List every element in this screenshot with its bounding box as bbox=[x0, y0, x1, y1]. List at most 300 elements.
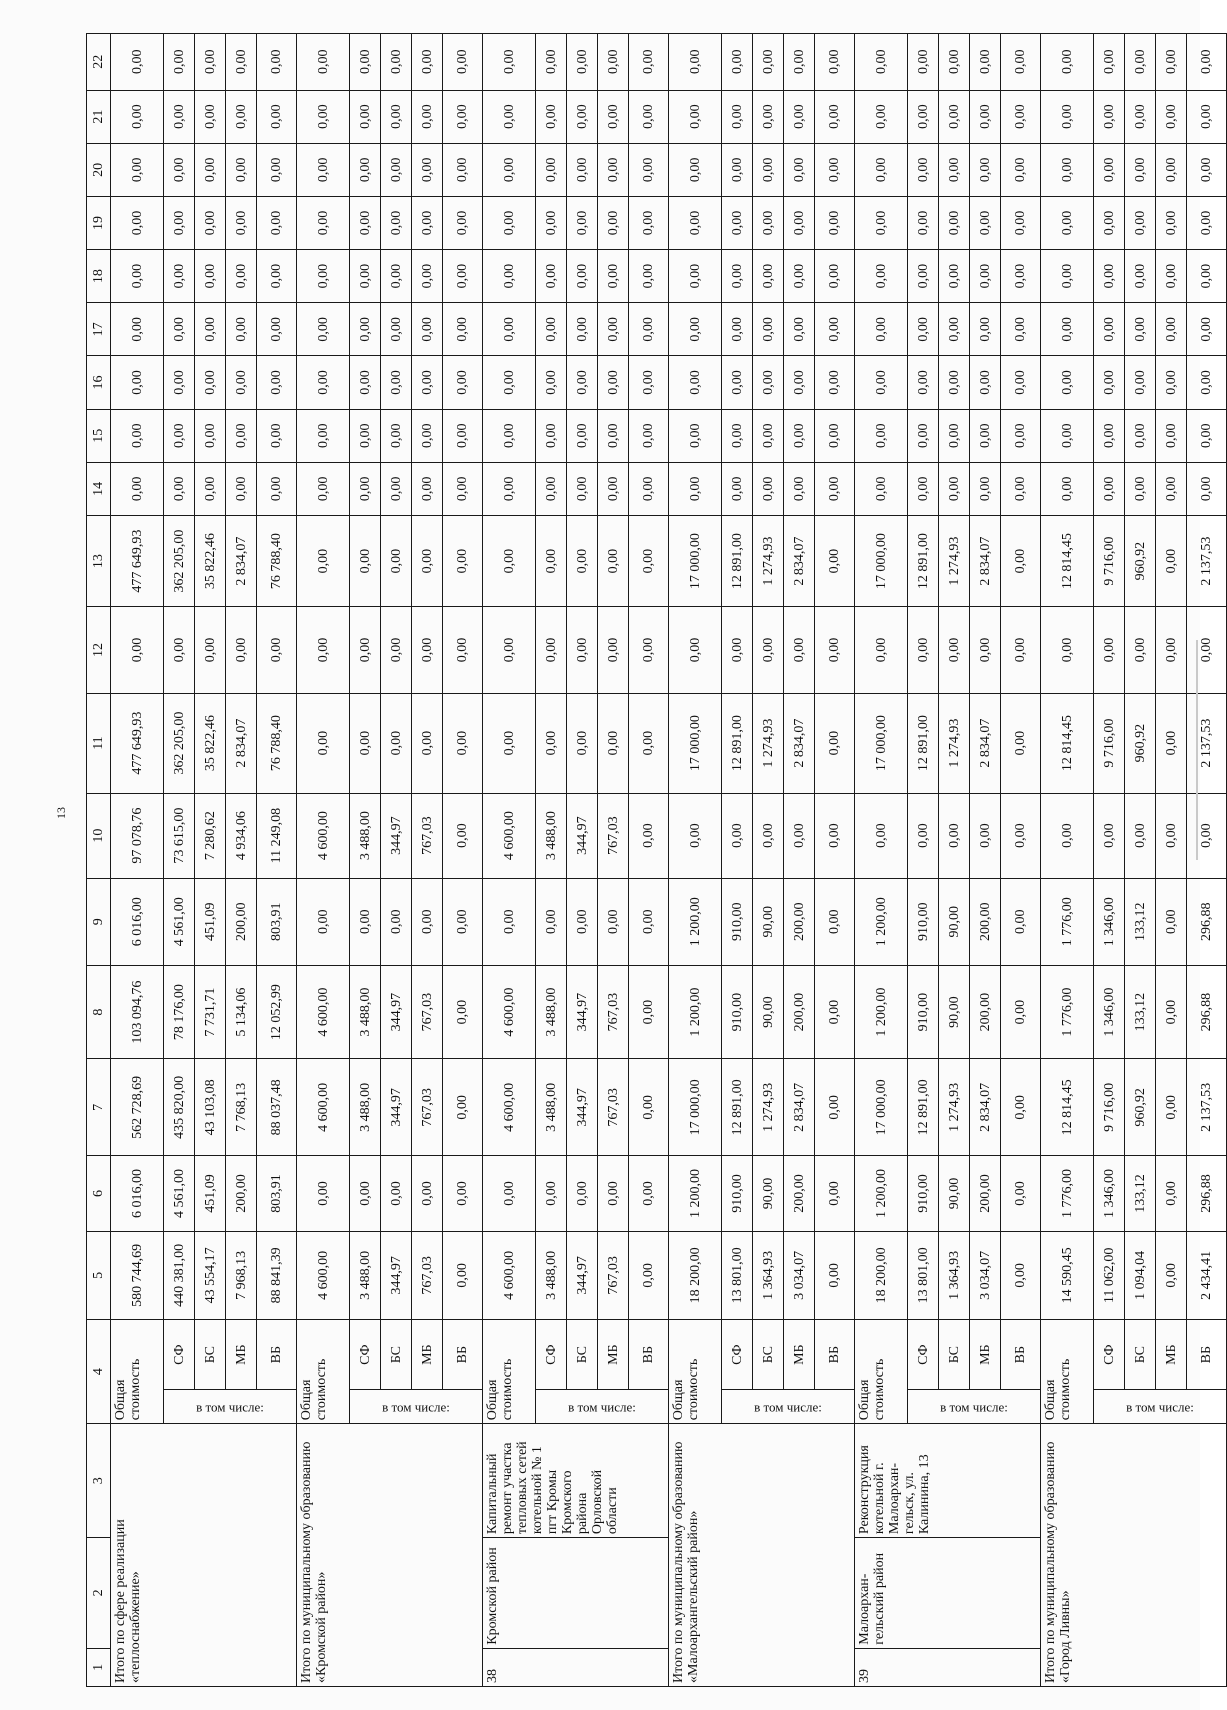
value-cell: 0,00 bbox=[815, 515, 855, 606]
value-cell: 0,00 bbox=[483, 196, 536, 249]
value-cell: 4 600,00 bbox=[297, 965, 350, 1059]
value-cell: 0,00 bbox=[722, 303, 753, 356]
value-cell: 344,97 bbox=[381, 965, 412, 1059]
value-cell: 296,88 bbox=[1187, 1156, 1227, 1232]
value-cell: 200,00 bbox=[970, 878, 1001, 965]
value-cell: 477 649,93 bbox=[111, 693, 164, 793]
value-cell: 344,97 bbox=[381, 1059, 412, 1156]
table-row bbox=[297, 34, 350, 1687]
column-number-header: 5 bbox=[87, 1231, 111, 1319]
value-cell: 0,00 bbox=[536, 250, 567, 303]
value-cell: 0,00 bbox=[815, 143, 855, 196]
funding-source-cell: СФ bbox=[350, 1320, 381, 1390]
value-cell: 3 488,00 bbox=[536, 965, 567, 1059]
value-cell: 4 600,00 bbox=[297, 1059, 350, 1156]
value-cell: 0,00 bbox=[111, 196, 164, 249]
table-row bbox=[855, 34, 908, 1687]
value-cell: 43 103,08 bbox=[195, 1059, 226, 1156]
value-cell: 0,00 bbox=[111, 143, 164, 196]
value-cell: 0,00 bbox=[443, 462, 483, 515]
value-cell: 435 820,00 bbox=[164, 1059, 195, 1156]
value-cell: 0,00 bbox=[567, 1156, 598, 1232]
funding-source-cell: БС bbox=[567, 1320, 598, 1390]
value-cell: 0,00 bbox=[815, 90, 855, 143]
value-cell: 0,00 bbox=[1125, 90, 1156, 143]
value-cell: 0,00 bbox=[412, 143, 443, 196]
value-cell: 0,00 bbox=[195, 250, 226, 303]
funding-source-cell: МБ bbox=[598, 1320, 629, 1390]
value-cell: 0,00 bbox=[598, 250, 629, 303]
value-cell: 0,00 bbox=[412, 409, 443, 462]
value-cell: 0,00 bbox=[297, 515, 350, 606]
value-cell: 3 488,00 bbox=[350, 1231, 381, 1319]
value-cell: 0,00 bbox=[970, 462, 1001, 515]
value-cell: 0,00 bbox=[1187, 356, 1227, 409]
value-cell: 90,00 bbox=[939, 878, 970, 965]
value-cell: 910,00 bbox=[722, 965, 753, 1059]
value-cell: 0,00 bbox=[1125, 793, 1156, 878]
value-cell: 0,00 bbox=[784, 196, 815, 249]
value-cell: 0,00 bbox=[598, 878, 629, 965]
value-cell: 0,00 bbox=[1094, 196, 1125, 249]
value-cell: 0,00 bbox=[350, 250, 381, 303]
value-cell: 0,00 bbox=[381, 34, 412, 91]
value-cell: 0,00 bbox=[908, 143, 939, 196]
value-cell: 0,00 bbox=[669, 462, 722, 515]
value-cell: 0,00 bbox=[567, 693, 598, 793]
value-cell: 0,00 bbox=[111, 90, 164, 143]
value-cell: 0,00 bbox=[297, 303, 350, 356]
value-cell: 0,00 bbox=[195, 607, 226, 693]
value-cell: 0,00 bbox=[629, 90, 669, 143]
value-cell: 3 488,00 bbox=[350, 1059, 381, 1156]
value-cell: 0,00 bbox=[1041, 793, 1094, 878]
value-cell: 12 814,45 bbox=[1041, 1059, 1094, 1156]
value-cell: 0,00 bbox=[483, 34, 536, 91]
value-cell: 0,00 bbox=[483, 462, 536, 515]
value-cell: 0,00 bbox=[226, 409, 257, 462]
value-cell: 0,00 bbox=[753, 143, 784, 196]
value-cell: 1 200,00 bbox=[855, 965, 908, 1059]
column-number-header: 21 bbox=[87, 90, 111, 143]
value-cell: 0,00 bbox=[483, 693, 536, 793]
value-cell: 103 094,76 bbox=[111, 965, 164, 1059]
value-cell: 362 205,00 bbox=[164, 515, 195, 606]
value-cell: 4 934,06 bbox=[226, 793, 257, 878]
value-cell: 1 200,00 bbox=[669, 1156, 722, 1232]
funding-source-cell: ВБ bbox=[1001, 1320, 1041, 1390]
value-cell: 0,00 bbox=[939, 607, 970, 693]
value-cell: 0,00 bbox=[536, 607, 567, 693]
group-label-cell bbox=[1094, 1390, 1227, 1424]
value-cell: 0,00 bbox=[669, 303, 722, 356]
value-cell: 910,00 bbox=[908, 1156, 939, 1232]
value-cell: 0,00 bbox=[164, 303, 195, 356]
value-cell: 200,00 bbox=[784, 878, 815, 965]
value-cell: 0,00 bbox=[722, 250, 753, 303]
value-cell: 451,09 bbox=[195, 878, 226, 965]
value-cell: 0,00 bbox=[536, 34, 567, 91]
funding-source-cell: ВБ bbox=[815, 1320, 855, 1390]
column-number-header: 9 bbox=[87, 878, 111, 965]
value-cell: 0,00 bbox=[939, 34, 970, 91]
funding-source-cell: МБ bbox=[226, 1320, 257, 1390]
value-cell: 0,00 bbox=[381, 356, 412, 409]
value-cell: 0,00 bbox=[1041, 34, 1094, 91]
value-cell: 0,00 bbox=[483, 303, 536, 356]
value-cell: 0,00 bbox=[483, 90, 536, 143]
value-cell: 0,00 bbox=[1001, 90, 1041, 143]
value-cell: 5 134,06 bbox=[226, 965, 257, 1059]
value-cell: 0,00 bbox=[1001, 515, 1041, 606]
value-cell: 0,00 bbox=[1001, 878, 1041, 965]
value-cell: 0,00 bbox=[1001, 1059, 1041, 1156]
value-cell: 0,00 bbox=[443, 143, 483, 196]
value-cell: 0,00 bbox=[1041, 607, 1094, 693]
column-number-header: 7 bbox=[87, 1059, 111, 1156]
value-cell: 0,00 bbox=[970, 409, 1001, 462]
value-cell: 4 561,00 bbox=[164, 878, 195, 965]
row-description-cell: 38 bbox=[483, 1648, 669, 1686]
value-cell: 0,00 bbox=[164, 462, 195, 515]
value-cell: 0,00 bbox=[1125, 462, 1156, 515]
value-cell: 0,00 bbox=[1125, 607, 1156, 693]
value-cell: 0,00 bbox=[855, 462, 908, 515]
value-cell: 0,00 bbox=[381, 878, 412, 965]
value-cell: 3 488,00 bbox=[536, 793, 567, 878]
value-cell: 7 968,13 bbox=[226, 1231, 257, 1319]
value-cell: 0,00 bbox=[669, 90, 722, 143]
value-cell: 0,00 bbox=[753, 409, 784, 462]
value-cell: 0,00 bbox=[483, 515, 536, 606]
value-cell: 296,88 bbox=[1187, 878, 1227, 965]
funding-source-cell: СФ bbox=[1094, 1320, 1125, 1390]
value-cell: 0,00 bbox=[483, 607, 536, 693]
value-cell: 0,00 bbox=[567, 90, 598, 143]
value-cell: 803,91 bbox=[257, 878, 297, 965]
column-number-header: 2 bbox=[87, 1538, 111, 1649]
value-cell: 0,00 bbox=[297, 607, 350, 693]
value-cell: 7 280,62 bbox=[195, 793, 226, 878]
value-cell: 0,00 bbox=[111, 250, 164, 303]
column-number-header: 18 bbox=[87, 250, 111, 303]
value-cell: 910,00 bbox=[722, 878, 753, 965]
value-cell: 0,00 bbox=[722, 793, 753, 878]
value-cell: 0,00 bbox=[1001, 1231, 1041, 1319]
value-cell: 0,00 bbox=[257, 34, 297, 91]
funding-source-cell: ВБ bbox=[629, 1320, 669, 1390]
value-cell: 3 488,00 bbox=[350, 793, 381, 878]
value-cell: 0,00 bbox=[598, 515, 629, 606]
value-cell: 0,00 bbox=[257, 303, 297, 356]
row-description-cell: Малоархан-гельский район bbox=[855, 1538, 1041, 1649]
value-cell: 767,03 bbox=[412, 1231, 443, 1319]
value-cell: 0,00 bbox=[815, 1231, 855, 1319]
value-cell: 3 488,00 bbox=[536, 1231, 567, 1319]
value-cell: 0,00 bbox=[297, 409, 350, 462]
value-cell: 0,00 bbox=[536, 878, 567, 965]
value-cell: 1 346,00 bbox=[1094, 878, 1125, 965]
value-cell: 960,92 bbox=[1125, 693, 1156, 793]
value-cell: 0,00 bbox=[226, 34, 257, 91]
value-cell: 0,00 bbox=[195, 143, 226, 196]
value-cell: 0,00 bbox=[939, 196, 970, 249]
value-cell: 0,00 bbox=[350, 90, 381, 143]
value-cell: 0,00 bbox=[297, 34, 350, 91]
value-cell: 0,00 bbox=[784, 793, 815, 878]
row-description-cell: Итого по сфере реализации «теплоснабжение» bbox=[111, 1424, 297, 1687]
value-cell: 0,00 bbox=[1156, 693, 1187, 793]
value-cell: 0,00 bbox=[350, 1156, 381, 1232]
value-cell: 0,00 bbox=[1094, 303, 1125, 356]
value-cell: 0,00 bbox=[297, 90, 350, 143]
value-cell: 0,00 bbox=[567, 878, 598, 965]
value-cell: 344,97 bbox=[567, 793, 598, 878]
value-cell: 1 274,93 bbox=[753, 515, 784, 606]
value-cell: 6 016,00 bbox=[111, 878, 164, 965]
value-cell: 4 561,00 bbox=[164, 1156, 195, 1232]
value-cell: 0,00 bbox=[1001, 409, 1041, 462]
value-cell: 0,00 bbox=[815, 1156, 855, 1232]
value-cell: 0,00 bbox=[536, 143, 567, 196]
value-cell: 0,00 bbox=[164, 34, 195, 91]
value-cell: 0,00 bbox=[257, 143, 297, 196]
value-cell: 0,00 bbox=[815, 607, 855, 693]
value-cell: 0,00 bbox=[753, 90, 784, 143]
value-cell: 0,00 bbox=[257, 356, 297, 409]
value-cell: 0,00 bbox=[257, 409, 297, 462]
value-cell: 0,00 bbox=[629, 143, 669, 196]
value-cell: 1 346,00 bbox=[1094, 965, 1125, 1059]
value-cell: 0,00 bbox=[443, 409, 483, 462]
value-cell: 0,00 bbox=[381, 409, 412, 462]
value-cell: 0,00 bbox=[1156, 409, 1187, 462]
value-cell: 0,00 bbox=[195, 196, 226, 249]
funding-source-cell: МБ bbox=[1156, 1320, 1187, 1390]
value-cell: 0,00 bbox=[855, 409, 908, 462]
value-cell: 0,00 bbox=[939, 409, 970, 462]
value-cell: 0,00 bbox=[722, 462, 753, 515]
value-cell: 0,00 bbox=[669, 196, 722, 249]
column-number-header: 4 bbox=[87, 1320, 111, 1424]
value-cell: 0,00 bbox=[908, 462, 939, 515]
value-cell: 960,92 bbox=[1125, 515, 1156, 606]
value-cell: 451,09 bbox=[195, 1156, 226, 1232]
value-cell: 0,00 bbox=[970, 143, 1001, 196]
page-number: 13 bbox=[54, 807, 68, 819]
value-cell: 0,00 bbox=[1001, 1156, 1041, 1232]
value-cell: 0,00 bbox=[536, 303, 567, 356]
value-cell: 2 137,53 bbox=[1187, 693, 1227, 793]
value-cell: 0,00 bbox=[629, 34, 669, 91]
value-cell: 0,00 bbox=[815, 793, 855, 878]
value-cell: 12 814,45 bbox=[1041, 693, 1094, 793]
value-cell: 0,00 bbox=[629, 356, 669, 409]
value-cell: 0,00 bbox=[784, 34, 815, 91]
value-cell: 0,00 bbox=[669, 356, 722, 409]
value-cell: 133,12 bbox=[1125, 878, 1156, 965]
value-cell: 0,00 bbox=[1156, 965, 1187, 1059]
value-cell: 0,00 bbox=[111, 462, 164, 515]
value-cell: 0,00 bbox=[629, 1231, 669, 1319]
funding-source-cell: БС bbox=[195, 1320, 226, 1390]
value-cell: 0,00 bbox=[598, 196, 629, 249]
value-cell: 12 814,45 bbox=[1041, 515, 1094, 606]
value-cell: 0,00 bbox=[412, 250, 443, 303]
value-cell: 0,00 bbox=[1187, 607, 1227, 693]
value-cell: 0,00 bbox=[350, 693, 381, 793]
value-cell: 90,00 bbox=[753, 878, 784, 965]
value-cell: 0,00 bbox=[381, 462, 412, 515]
value-cell: 0,00 bbox=[722, 607, 753, 693]
value-cell: 0,00 bbox=[483, 356, 536, 409]
value-cell: 0,00 bbox=[350, 515, 381, 606]
value-cell: 0,00 bbox=[629, 693, 669, 793]
column-number-header: 8 bbox=[87, 965, 111, 1059]
value-cell: 1 200,00 bbox=[669, 965, 722, 1059]
group-label-cell bbox=[722, 1390, 855, 1424]
value-cell: 0,00 bbox=[1001, 250, 1041, 303]
value-cell: 12 891,00 bbox=[722, 515, 753, 606]
value-cell: 0,00 bbox=[111, 34, 164, 91]
funding-source-cell: ВБ bbox=[257, 1320, 297, 1390]
group-label: в том числе: bbox=[382, 1399, 450, 1415]
value-cell: 0,00 bbox=[815, 409, 855, 462]
value-cell: 0,00 bbox=[855, 356, 908, 409]
funding-source-cell: МБ bbox=[970, 1320, 1001, 1390]
value-cell: 0,00 bbox=[939, 793, 970, 878]
value-cell: 0,00 bbox=[226, 462, 257, 515]
value-cell: 0,00 bbox=[629, 1059, 669, 1156]
value-cell: 0,00 bbox=[815, 303, 855, 356]
value-cell: 1 274,93 bbox=[939, 693, 970, 793]
value-cell: 0,00 bbox=[855, 90, 908, 143]
value-cell: 0,00 bbox=[1125, 356, 1156, 409]
value-cell: 0,00 bbox=[815, 965, 855, 1059]
value-cell: 0,00 bbox=[629, 515, 669, 606]
value-cell: 0,00 bbox=[536, 196, 567, 249]
value-cell: 0,00 bbox=[1156, 303, 1187, 356]
value-cell: 0,00 bbox=[1125, 303, 1156, 356]
value-cell: 0,00 bbox=[669, 607, 722, 693]
value-cell: 0,00 bbox=[753, 607, 784, 693]
value-cell: 1 346,00 bbox=[1094, 1156, 1125, 1232]
value-cell: 0,00 bbox=[297, 356, 350, 409]
value-cell: 17 000,00 bbox=[669, 693, 722, 793]
value-cell: 0,00 bbox=[164, 90, 195, 143]
value-cell: 0,00 bbox=[567, 462, 598, 515]
value-cell: 0,00 bbox=[815, 878, 855, 965]
value-cell: 0,00 bbox=[722, 34, 753, 91]
value-cell: 0,00 bbox=[1156, 250, 1187, 303]
value-cell: 0,00 bbox=[443, 693, 483, 793]
value-cell: 0,00 bbox=[855, 250, 908, 303]
value-cell: 11 062,00 bbox=[1094, 1231, 1125, 1319]
value-cell: 0,00 bbox=[443, 793, 483, 878]
value-cell: 0,00 bbox=[443, 1059, 483, 1156]
value-cell: 90,00 bbox=[753, 965, 784, 1059]
value-cell: 0,00 bbox=[226, 607, 257, 693]
value-cell: 73 615,00 bbox=[164, 793, 195, 878]
value-cell: 12 891,00 bbox=[722, 693, 753, 793]
value-cell: 17 000,00 bbox=[669, 515, 722, 606]
value-cell: 9 716,00 bbox=[1094, 515, 1125, 606]
value-cell: 0,00 bbox=[855, 34, 908, 91]
value-cell: 0,00 bbox=[412, 356, 443, 409]
value-cell: 200,00 bbox=[784, 965, 815, 1059]
value-cell: 0,00 bbox=[412, 693, 443, 793]
value-cell: 0,00 bbox=[629, 196, 669, 249]
value-cell: 0,00 bbox=[350, 34, 381, 91]
value-cell: 0,00 bbox=[669, 250, 722, 303]
value-cell: 0,00 bbox=[1156, 356, 1187, 409]
column-number-header: 22 bbox=[87, 34, 111, 91]
value-cell: 0,00 bbox=[629, 878, 669, 965]
value-cell: 0,00 bbox=[1187, 793, 1227, 878]
value-cell: 0,00 bbox=[350, 878, 381, 965]
value-cell: 12 891,00 bbox=[908, 1059, 939, 1156]
value-cell: 0,00 bbox=[722, 356, 753, 409]
value-cell: 0,00 bbox=[629, 793, 669, 878]
value-cell: 1 274,93 bbox=[753, 1059, 784, 1156]
value-cell: 17 000,00 bbox=[855, 515, 908, 606]
value-cell: 4 600,00 bbox=[297, 793, 350, 878]
value-cell: 0,00 bbox=[381, 90, 412, 143]
value-cell: 1 274,93 bbox=[753, 693, 784, 793]
column-number-header: 17 bbox=[87, 303, 111, 356]
value-cell: 0,00 bbox=[297, 878, 350, 965]
value-cell: 0,00 bbox=[970, 793, 1001, 878]
rotated-table-container bbox=[86, 33, 1214, 1687]
value-cell: 0,00 bbox=[1041, 462, 1094, 515]
value-cell: 0,00 bbox=[1156, 462, 1187, 515]
value-cell: 0,00 bbox=[297, 693, 350, 793]
value-cell: 960,92 bbox=[1125, 1059, 1156, 1156]
value-cell: 0,00 bbox=[784, 409, 815, 462]
value-cell: 1 364,93 bbox=[939, 1231, 970, 1319]
value-cell: 78 176,00 bbox=[164, 965, 195, 1059]
value-cell: 1 274,93 bbox=[939, 1059, 970, 1156]
value-cell: 0,00 bbox=[629, 409, 669, 462]
value-cell: 0,00 bbox=[381, 607, 412, 693]
value-cell: 0,00 bbox=[815, 34, 855, 91]
value-cell: 0,00 bbox=[1125, 409, 1156, 462]
value-cell: 767,03 bbox=[598, 1231, 629, 1319]
value-cell: 0,00 bbox=[784, 143, 815, 196]
column-number-header: 15 bbox=[87, 409, 111, 462]
row-description-cell: Капитальный ремонт участка тепловых сетей котельной № 1 пгт Кромы Кромского района Орловской области bbox=[483, 1424, 669, 1538]
value-cell: 0,00 bbox=[1156, 607, 1187, 693]
value-cell: 0,00 bbox=[1001, 607, 1041, 693]
value-cell: 0,00 bbox=[815, 196, 855, 249]
value-cell: 0,00 bbox=[226, 250, 257, 303]
header-row bbox=[87, 34, 111, 1687]
value-cell: 0,00 bbox=[1156, 1059, 1187, 1156]
value-cell: 0,00 bbox=[381, 143, 412, 196]
value-cell: 0,00 bbox=[297, 1156, 350, 1232]
group-label-cell bbox=[908, 1390, 1041, 1424]
value-cell: 767,03 bbox=[598, 965, 629, 1059]
cost-label-cell: Общая стоимость bbox=[111, 1320, 164, 1424]
value-cell: 2 834,07 bbox=[970, 693, 1001, 793]
column-number-header: 12 bbox=[87, 607, 111, 693]
value-cell: 0,00 bbox=[939, 462, 970, 515]
column-number-header: 10 bbox=[87, 793, 111, 878]
value-cell: 0,00 bbox=[722, 196, 753, 249]
value-cell: 767,03 bbox=[598, 1059, 629, 1156]
value-cell: 0,00 bbox=[195, 356, 226, 409]
value-cell: 910,00 bbox=[722, 1156, 753, 1232]
